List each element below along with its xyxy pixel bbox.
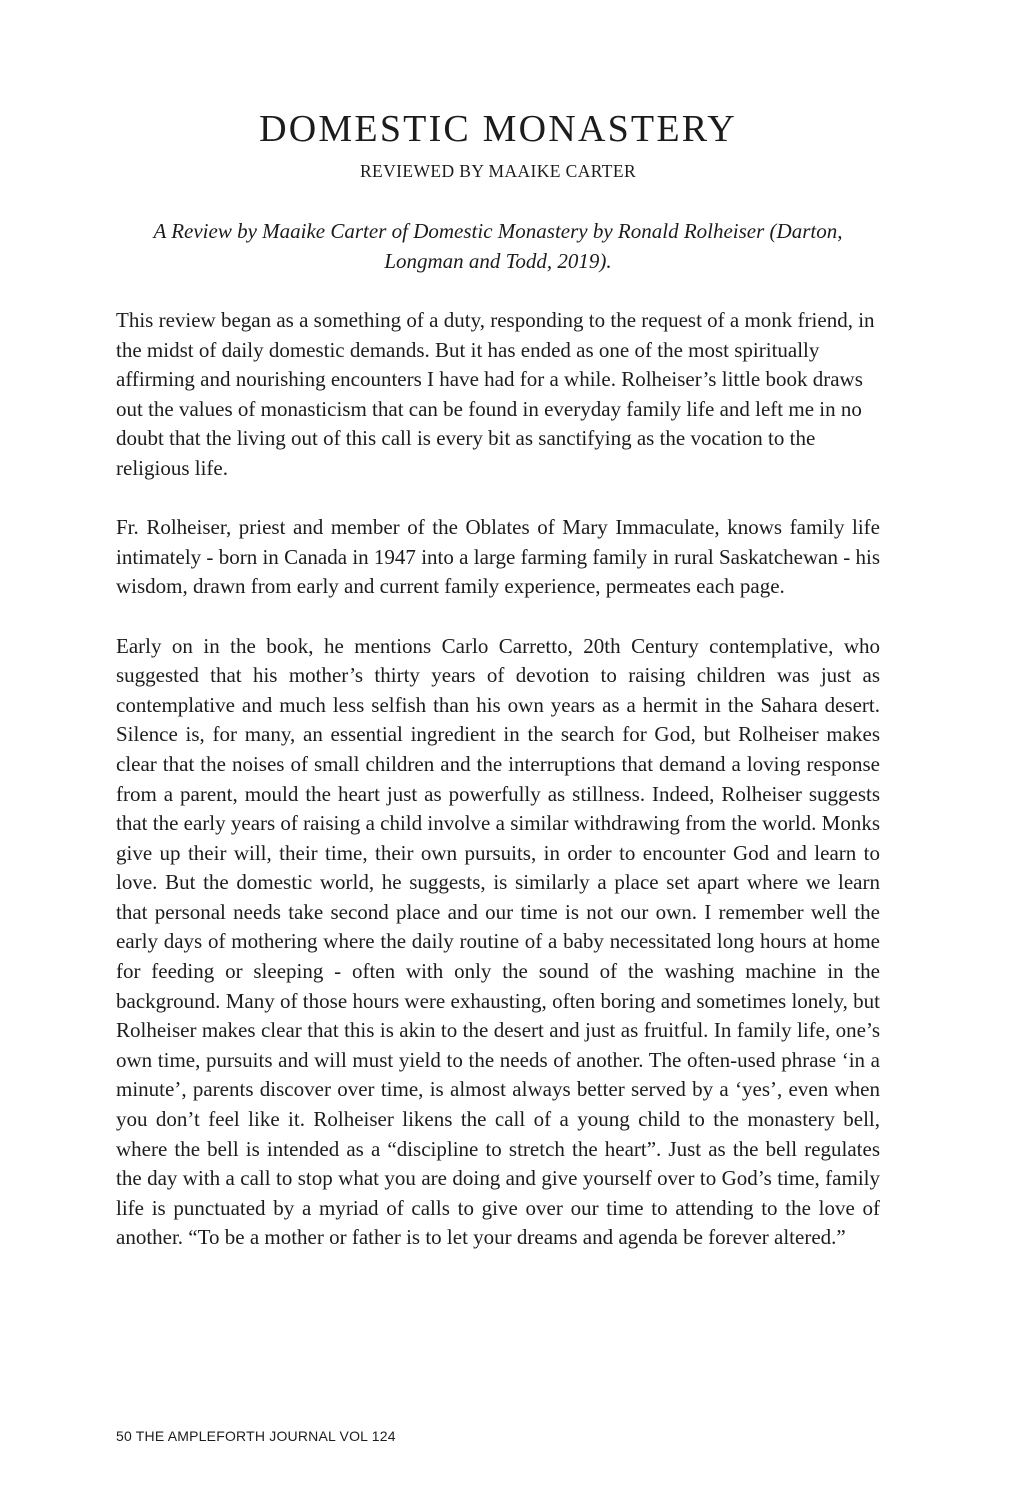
paragraph-3: Early on in the book, he mentions Carlo Carretto, 20th Century contemplative, who suggested that his mother’s thirty years of devotion to raising children was just as contemplative and much less selfish than his own years as a hermit in the Sahara desert. Silence is, for many, an essential ingredient in the search for God, but Rolheiser makes clear that the noises of small children and the interruptions that demand a loving response from a parent, mould the heart just as powerfully as stillness. Indeed, Rolheiser suggests that the early years of raising a child involve a similar withdrawing from the world. Monks give up their will, their time, their own pursuits, in order to encounter God and learn to love. But the domestic world, he suggests, is similarly a place set apart where we learn that personal needs take second place and our time is not our own. I remember well the early days of mothering where the daily routine of a baby necessitated long hours at home for feeding or sleeping - often with only the sound of the washing machine in the background. Many of those hours were exhausting, often boring and sometimes lonely, but Rolheiser makes clear that this is akin to the desert and just as fruitful. In family life, one’s own time, pursuits and will must yield to the needs of another. The often-used phrase ‘in a minute’, parents discover over time, is almost always better served by a ‘yes’, even when you don’t feel like it. Rolheiser likens the call of a young child to the monastery bell, where the bell is intended as a “discipline to stretch the heart”. Just as the bell regulates the day with a call to stop what you are doing and give yourself over to God’s time, family life is punctuated by a myriad of calls to give over our time to attending to the love of another. “To be a mother or father is to let your dreams and agenda be forever altered.” <box>116 633 880 1250</box>
page-footer: 50 THE AMPLEFORTH JOURNAL VOL 124 <box>116 1428 396 1444</box>
paragraph-2: Fr. Rolheiser, priest and member of the Oblates of Mary Immaculate, knows family life intimately - born in Canada in 1947 into a large farming family in rural Saskatchewan - his wisdom, drawn from early and current family experience, permeates each page. <box>116 515 880 599</box>
review-intro: A Review by Maaike Carter of Domestic Monastery by Ronald Rolheiser (Darton, Longman and Todd, 2019). <box>153 219 843 273</box>
paragraph-1: This review began as a something of a duty, responding to the request of a monk friend, in the midst of daily domestic demands. But it has ended as one of the most spiritually affirming and nourishing encounters I have had for a while. Rolheiser’s little book draws out the values of monasticism that can be found in everyday family life and left me in no doubt that the living out of this call is every bit as sanctifying as the vocation to the religious life. <box>116 308 875 480</box>
article-byline: REVIEWED BY MAAIKE CARTER <box>359 161 637 181</box>
article-title: DOMESTIC MONASTERY <box>259 108 737 150</box>
article-body <box>116 306 880 1283</box>
